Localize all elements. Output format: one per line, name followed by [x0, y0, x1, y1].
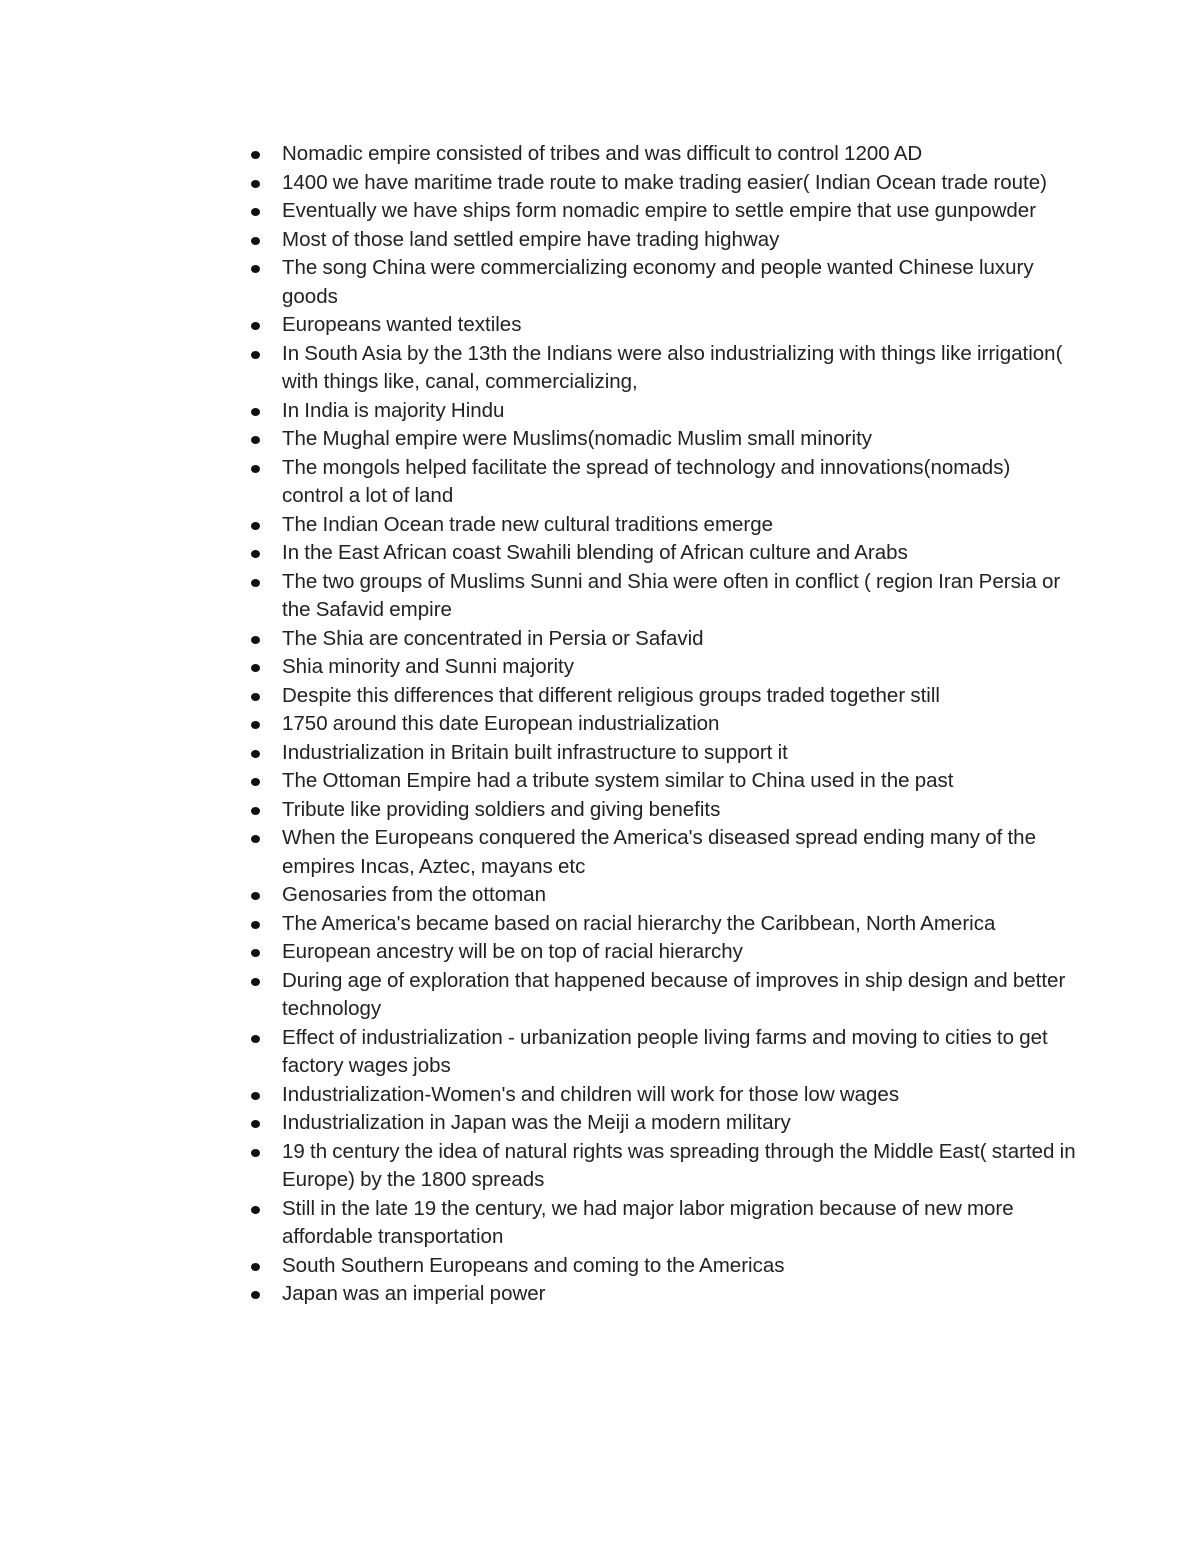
bullet-icon	[251, 351, 260, 359]
list-item	[246, 1138, 1076, 1195]
list-item-text: The two groups of Muslims Sunni and Shia were often in conflict ( region Iran Persia or the Safavid empire	[282, 569, 1061, 621]
list-item-text: Effect of industrialization - urbanization people living farms and moving to cities to get factory wages jobs	[282, 1025, 1048, 1077]
list-item-text: The Shia are concentrated in Persia or Safavid	[282, 626, 704, 650]
list-item	[246, 340, 1076, 397]
list-item	[246, 568, 1076, 625]
bullet-icon	[251, 835, 260, 843]
bullet-icon	[251, 322, 260, 330]
list-item	[246, 511, 1076, 540]
list-item-text: Europeans wanted textiles	[282, 313, 522, 336]
bullet-icon	[251, 807, 260, 815]
bullet-icon	[251, 465, 260, 473]
list-item	[246, 454, 1076, 511]
bullet-icon	[251, 1035, 260, 1043]
bullet-icon	[251, 693, 260, 701]
list-item-text: 1400 we have maritime trade route to make trading easier( Indian Ocean trade route)	[282, 170, 1047, 194]
list-item-text: Industrialization in Japan was the Meiji a modern military	[282, 1111, 791, 1134]
list-item	[246, 397, 1076, 426]
list-item-text: 1750 around this date European industrialization	[282, 712, 720, 735]
list-item	[246, 710, 1076, 739]
bullet-icon	[251, 522, 260, 530]
list-item	[246, 682, 1076, 711]
bullet-icon	[251, 664, 260, 672]
list-item-text: The Mughal empire were Muslims(nomadic Muslim small minority	[282, 427, 873, 450]
list-item	[246, 739, 1076, 768]
list-item-text: Genosaries from the ottoman	[282, 883, 546, 906]
list-item	[246, 197, 1076, 226]
list-item-text: The song China were commercializing economy and people wanted Chinese luxury goods	[282, 256, 1034, 308]
list-item-text: Japan was an imperial power	[282, 1282, 546, 1305]
list-item-text: Industrialization in Britain built infrastructure to support it	[282, 740, 788, 764]
list-item-text: South Southern Europeans and coming to the Americas	[282, 1253, 785, 1277]
list-item-text: Still in the late 19 the century, we had major labor migration because of new more affordable transportation	[282, 1196, 1014, 1248]
list-item-text: In India is majority Hindu	[282, 398, 505, 422]
bullet-icon	[251, 408, 260, 416]
list-item-text: Nomadic empire consisted of tribes and was difficult to control 1200 AD	[282, 142, 923, 165]
list-item	[246, 140, 1076, 169]
list-item	[246, 967, 1076, 1024]
bullet-icon	[251, 892, 260, 900]
list-item	[246, 539, 1076, 568]
bullet-icon	[251, 579, 260, 587]
bullet-icon	[251, 436, 260, 444]
list-item	[246, 1280, 1076, 1309]
list-item-text: Most of those land settled empire have trading highway	[282, 227, 780, 251]
list-item-text: Tribute like providing soldiers and giving benefits	[282, 797, 721, 821]
list-item-text: Despite this differences that different religious groups traded together still	[282, 683, 940, 707]
list-item-text: In South Asia by the 13th the Indians were also industrializing with things like irrigation( with things like, canal, commercializing,	[282, 341, 1063, 393]
list-item	[246, 767, 1076, 796]
list-item-text: 19 th century the idea of natural rights was spreading through the Middle East( started in Europe) by the 1800 spreads	[282, 1139, 1076, 1191]
list-item-text: The America's became based on racial hierarchy the Caribbean, North America	[282, 911, 996, 935]
list-item	[246, 881, 1076, 910]
bullet-list	[246, 140, 1076, 1309]
list-item	[246, 1024, 1076, 1081]
list-item-text: Eventually we have ships form nomadic empire to settle empire that use gunpowder	[282, 199, 1037, 222]
list-item-text: When the Europeans conquered the America's diseased spread ending many of the empires Incas, Aztec, mayans etc	[282, 826, 1036, 878]
list-item	[246, 425, 1076, 454]
bullet-icon	[251, 1149, 260, 1157]
bullet-icon	[251, 1120, 260, 1128]
list-item	[246, 1109, 1076, 1138]
bullet-icon	[251, 978, 260, 986]
bullet-icon	[251, 750, 260, 758]
list-item	[246, 169, 1076, 198]
bullet-icon	[251, 1092, 260, 1100]
list-item	[246, 824, 1076, 881]
list-item	[246, 910, 1076, 939]
list-item-text: Industrialization-Women's and children will work for those low wages	[282, 1082, 900, 1106]
bullet-icon	[251, 1291, 260, 1299]
list-item	[246, 254, 1076, 311]
bullet-icon	[251, 778, 260, 786]
list-item-text: European ancestry will be on top of racial hierarchy	[282, 940, 743, 963]
list-item-text: In the East African coast Swahili blending of African culture and Arabs	[282, 541, 908, 564]
bullet-icon	[251, 265, 260, 273]
list-item	[246, 311, 1076, 340]
bullet-icon	[251, 1263, 260, 1271]
bullet-icon	[251, 180, 260, 188]
bullet-icon	[251, 721, 260, 729]
list-item	[246, 653, 1076, 682]
bullet-icon	[251, 550, 260, 558]
list-item-text: The Indian Ocean trade new cultural traditions emerge	[282, 512, 774, 536]
list-item	[246, 938, 1076, 967]
list-item	[246, 226, 1076, 255]
bullet-icon	[251, 1206, 260, 1214]
bullet-icon	[251, 208, 260, 216]
list-item-text: During age of exploration that happened because of improves in ship design and better technology	[282, 968, 1066, 1020]
list-item-text: The mongols helped facilitate the spread of technology and innovations(nomads) control a lot of land	[282, 455, 1011, 507]
list-item-text: Shia minority and Sunni majority	[282, 655, 574, 678]
list-item	[246, 1081, 1076, 1110]
list-item	[246, 1252, 1076, 1281]
bullet-icon	[251, 636, 260, 644]
bullet-icon	[251, 921, 260, 929]
list-item	[246, 625, 1076, 654]
list-item	[246, 796, 1076, 825]
bullet-icon	[251, 151, 260, 159]
bullet-icon	[251, 949, 260, 957]
list-item-text: The Ottoman Empire had a tribute system similar to China used in the past	[282, 769, 954, 792]
bullet-icon	[251, 237, 260, 245]
list-item	[246, 1195, 1076, 1252]
